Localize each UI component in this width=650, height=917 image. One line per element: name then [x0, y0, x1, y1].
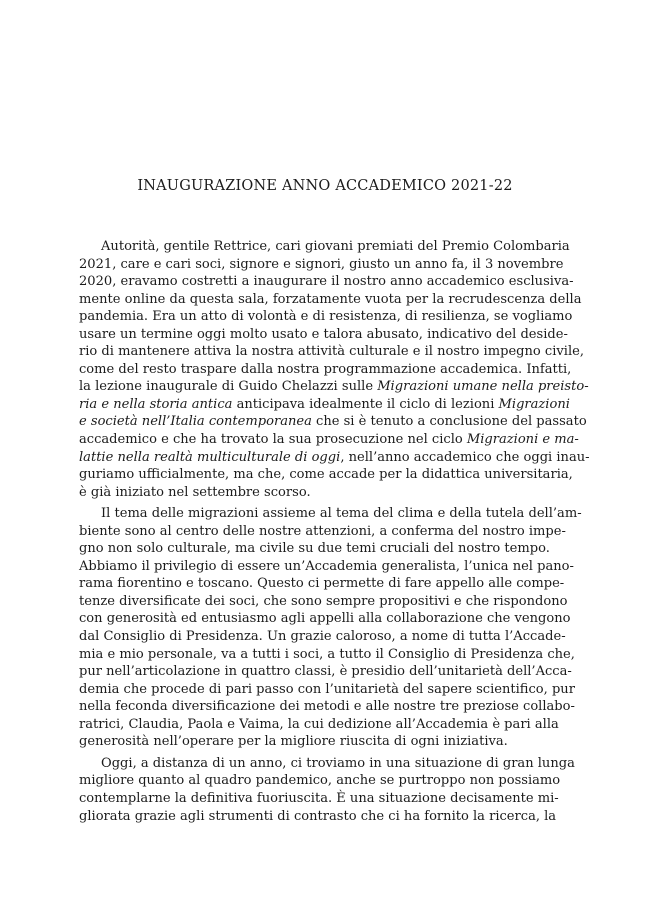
- text-line: [79, 343, 584, 361]
- text-run: generosità nell’operare per la migliore riuscita di ogni iniziativa.: [79, 734, 508, 750]
- text-run: , nell’anno accademico che oggi inau-: [340, 449, 590, 465]
- text-run: Abbiamo il privilegio di essere un’Accademia generalista, l’unica nel pano-: [79, 558, 574, 574]
- text-line: [79, 733, 546, 751]
- text-run: pandemia. Era un atto di volontà e di resistenza, di resilienza, se vogliamo: [79, 309, 573, 325]
- text-line: [79, 540, 550, 558]
- text-run: 2021, care e cari soci, signore e signori, giusto un anno fa, il 3 novembre: [79, 256, 564, 272]
- text-run: che si è tenuto a conclusione del passato: [311, 414, 587, 430]
- text-run: la lezione inaugurale di Guido Chelazzi sulle: [79, 379, 378, 395]
- text-line: [79, 291, 582, 309]
- text-line: [79, 593, 568, 611]
- text-line: [79, 256, 564, 274]
- text-run: gno non solo culturale, ma civile su due temi cruciali del nostro tempo.: [79, 541, 550, 557]
- chapter-title: INAUGURAZIONE ANNO ACCADEMICO 2021-22: [137, 178, 513, 194]
- text-run: contemplarne la definitiva fuoriuscita. È una situazione decisamente mi-: [79, 790, 559, 806]
- text-run: guriamo ufficialmente, ma che, come accade per la didattica universitaria,: [79, 467, 573, 483]
- text-line: [79, 610, 571, 628]
- text-run: Autorità, gentile Rettrice, cari giovani premiati del Premio Colombaria: [101, 239, 570, 254]
- text-line: [79, 646, 575, 664]
- text-run: rama fiorentino e toscano. Questo ci permette di fare appello alle compe-: [79, 576, 565, 592]
- text-line: [79, 361, 572, 379]
- text-run: è già iniziato nel settembre scorso.: [79, 484, 311, 500]
- text-line: [79, 575, 565, 593]
- text-line: [79, 772, 561, 790]
- text-line: [79, 755, 575, 773]
- text-line: [79, 628, 566, 646]
- italic-text: Migrazioni umane nella preisto-: [377, 379, 589, 395]
- text-line: [79, 378, 589, 396]
- text-line: [79, 326, 568, 344]
- text-line: [79, 449, 590, 467]
- text-line: [79, 790, 559, 808]
- text-line: [79, 396, 570, 414]
- text-line: [79, 523, 566, 541]
- text-line: [79, 808, 557, 826]
- body-text: [79, 238, 590, 825]
- text-line: [79, 484, 546, 502]
- text-run: ratrici, Claudia, Paola e Vaima, la cui dedizione all’Accademia è pari alla: [79, 716, 559, 732]
- paragraph: [79, 505, 582, 751]
- italic-text: ria e nella storia antica: [79, 396, 233, 412]
- text-line: [79, 273, 574, 291]
- text-run: pur nell’articolazione in quattro classi, è presidio dell’unitarietà dell’Acca-: [79, 664, 572, 680]
- text-line: [79, 716, 559, 734]
- italic-text: e società nell’Italia contemporanea: [79, 414, 312, 430]
- text-run: con generosità ed entusiasmo agli appelli alla collaborazione che vengono: [79, 611, 571, 627]
- text-line: [79, 698, 575, 716]
- italic-text: lattie nella realtà multiculturale di oggi: [79, 449, 341, 465]
- text-run: demia che procede di pari passo con l’unitarietà del sapere scientifico, pur: [79, 681, 575, 697]
- text-run: usare un termine oggi molto usato e talora abusato, indicativo del deside-: [79, 326, 568, 342]
- text-line: [79, 681, 575, 699]
- text-run: biente sono al centro delle nostre attenzioni, a conferma del nostro impe-: [79, 523, 566, 539]
- text-run: tenze diversificate dei soci, che sono sempre propositivi e che rispondono: [79, 593, 568, 609]
- text-run: migliore quanto al quadro pandemico, anche se purtroppo non possiamo: [79, 773, 561, 789]
- text-line: [79, 308, 573, 326]
- text-run: mente online da questa sala, forzatamente vuota per la recrudescenza della: [79, 291, 582, 307]
- italic-text: Migrazioni: [498, 396, 570, 412]
- text-line: [79, 558, 574, 576]
- paragraph: [79, 238, 590, 501]
- text-line: [79, 413, 587, 431]
- text-line: [79, 466, 573, 484]
- text-run: rio di mantenere attiva la nostra attività culturale e il nostro impegno civile,: [79, 344, 584, 360]
- italic-text: Migrazioni e ma-: [466, 432, 579, 448]
- text-line: [79, 505, 582, 523]
- text-run: accademico e che ha trovato la sua prosecuzione nel ciclo: [79, 432, 467, 448]
- text-line: [79, 431, 579, 449]
- text-run: come del resto traspare dalla nostra programmazione accademica. Infatti,: [79, 361, 572, 377]
- text-run: Il tema delle migrazioni assieme al tema del clima e della tutela dell’am-: [101, 506, 582, 522]
- paragraph: [79, 755, 575, 825]
- text-run: gliorata grazie agli strumenti di contrasto che ci ha fornito la ricerca, la: [79, 808, 557, 824]
- text-run: Oggi, a distanza di un anno, ci troviamo in una situazione di gran lunga: [101, 755, 575, 771]
- text-line: [79, 663, 572, 681]
- text-run: dal Consiglio di Presidenza. Un grazie caloroso, a nome di tutta l’Accade-: [79, 629, 566, 645]
- text-line: [79, 238, 570, 256]
- text-run: anticipava idealmente il ciclo di lezioni: [232, 396, 499, 412]
- text-run: nella feconda diversificazione dei metodi e alle nostre tre preziose collabo-: [79, 699, 575, 715]
- text-run: mia e mio personale, va a tutti i soci, a tutto il Consiglio di Presidenza che,: [79, 646, 575, 662]
- text-run: 2020, eravamo costretti a inaugurare il nostro anno accademico esclusiva-: [79, 274, 574, 290]
